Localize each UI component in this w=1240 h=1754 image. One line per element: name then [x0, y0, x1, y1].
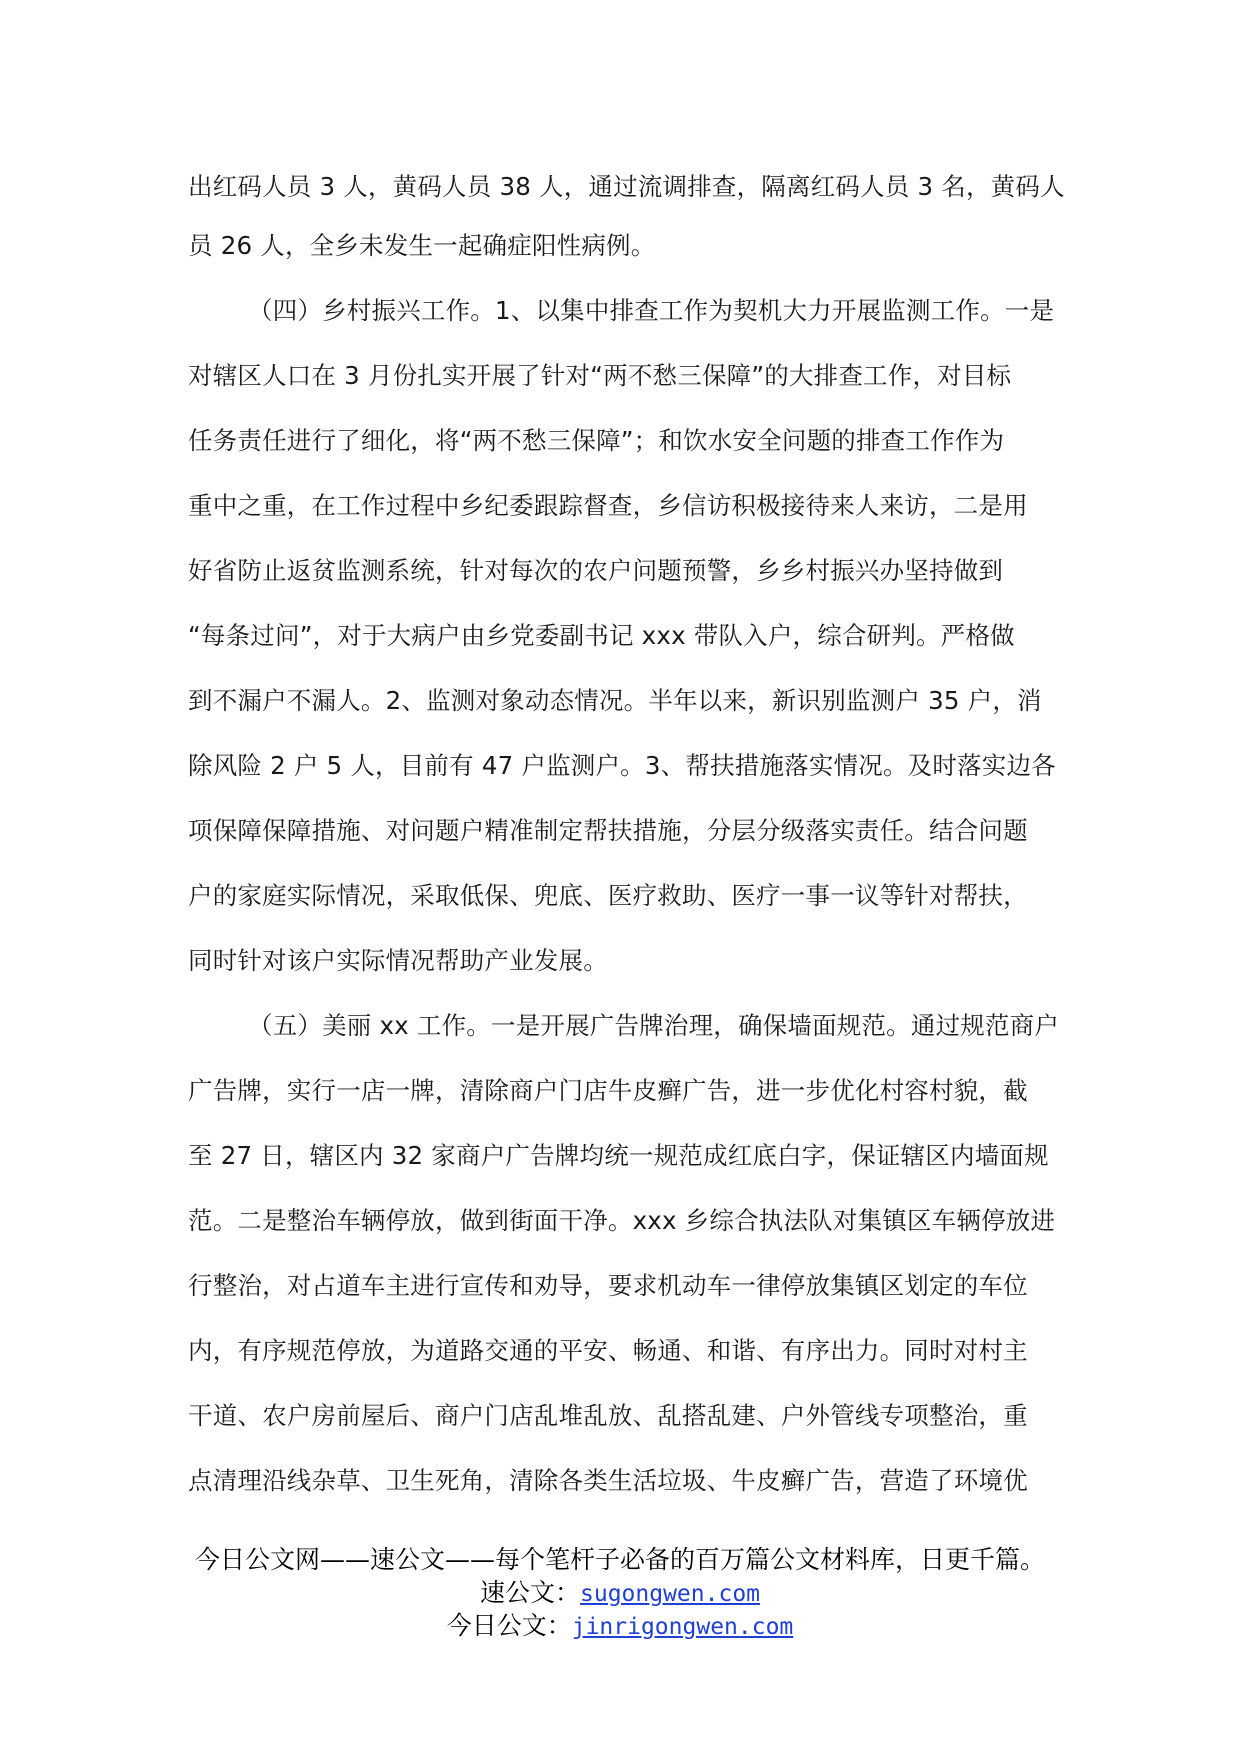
jinri-label: 今日公文： [446, 1611, 572, 1640]
jinrigongwen-link[interactable]: jinrigongwen.com [571, 1614, 794, 1640]
body-line: 重中之重，在工作过程中乡纪委跟踪督查，乡信访积极接待来人来访，二是用 [188, 491, 1028, 520]
body-line: 广告牌，实行一店一牌，清除商户门店牛皮癣广告，进一步优化村容村貌，截 [188, 1076, 1028, 1105]
footer-jinrigongwen [0, 1610, 1240, 1643]
body-line: 范。二是整治车辆停放，做到街面干净。xxx 乡综合执法队对集镇区车辆停放进 [188, 1206, 1056, 1235]
body-line: 行整治，对占道车主进行宣传和劝导，要求机动车一律停放集镇区划定的车位 [188, 1271, 1028, 1300]
sugongwen-label: 速公文： [479, 1578, 580, 1607]
body-line: 除风险 2 户 5 人，目前有 47 户监测户。3、帮扶措施落实情况。及时落实边各 [188, 751, 1056, 780]
body-line: 对辖区人口在 3 月份扎实开展了针对“两不愁三保障”的大排查工作，对目标 [188, 361, 1012, 390]
body-line: “每条过问”，对于大病户由乡党委副书记 xxx 带队入户，综合研判。严格做 [188, 621, 1015, 650]
body-line: 好省防止返贫监测系统，针对每次的农户问题预警，乡乡村振兴办坚持做到 [188, 556, 1004, 585]
body-line: 到不漏户不漏人。2、监测对象动态情况。半年以来，新识别监测户 35 户，消 [188, 686, 1042, 715]
footer-tagline: 今日公文网——速公文——每个笔杆子必备的百万篇公文材料库，日更千篇。 [194, 1545, 1045, 1574]
body-line: 项保障保障措施、对问题户精准制定帮扶措施，分层分级落实责任。结合问题 [188, 816, 1028, 845]
body-line: 同时针对该户实际情况帮助产业发展。 [188, 946, 608, 975]
body-line: 任务责任进行了细化，将“两不愁三保障”；和饮水安全问题的排查工作作为 [188, 426, 1005, 455]
body-line: 至 27 日，辖区内 32 家商户广告牌均统一规范成红底白字，保证辖区内墙面规 [188, 1141, 1049, 1170]
footer-sugongwen [0, 1577, 1240, 1610]
body-line: 点清理沿线杂草、卫生死角，清除各类生活垃圾、牛皮癣广告，营造了环境优 [188, 1466, 1028, 1495]
body-line: 干道、农户房前屋后、商户门店乱堆乱放、乱搭乱建、户外管线专项整治，重 [188, 1401, 1028, 1430]
section-heading-5: （五）美丽 xx 工作。一是开展广告牌治理，确保墙面规范。通过规范商户 [248, 1011, 1060, 1040]
body-line: 内，有序规范停放，为道路交通的平安、畅通、和谐、有序出力。同时对村主 [188, 1336, 1028, 1365]
body-line: 户的家庭实际情况，采取低保、兜底、医疗救助、医疗一事一议等针对帮扶， [188, 881, 1028, 910]
sugongwen-link[interactable]: sugongwen.com [580, 1581, 761, 1607]
section-heading-4: （四）乡村振兴工作。1、以集中排查工作为契机大力开展监测工作。一是 [248, 296, 1055, 325]
body-line: 员 26 人，全乡未发生一起确症阳性病例。 [188, 231, 656, 260]
body-line: 出红码人员 3 人，黄码人员 38 人，通过流调排查，隔离红码人员 3 名，黄码人 [188, 172, 1065, 201]
